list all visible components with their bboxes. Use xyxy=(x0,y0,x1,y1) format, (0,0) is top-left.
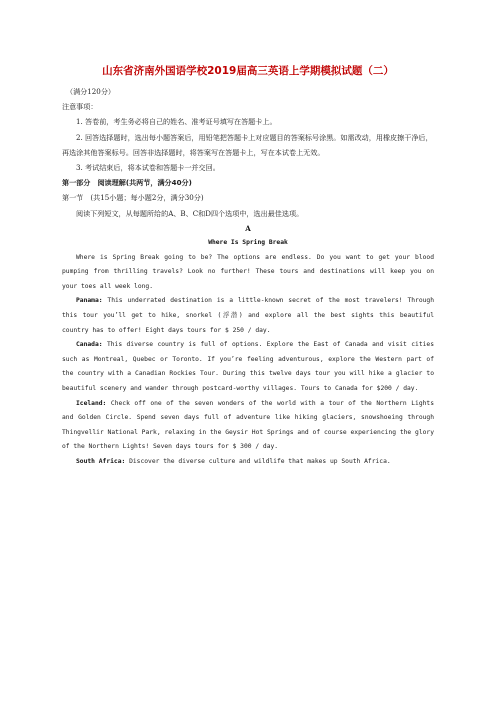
destination-name: Iceland: xyxy=(76,399,107,407)
notice-item: 1. 答卷前，考生务必将自己的姓名、准考证号填写在答题卡上。 xyxy=(76,117,277,127)
destination-text: Discover the diverse culture and wildlife that makes up South Africa. xyxy=(125,457,391,465)
destination-paragraph xyxy=(62,455,434,470)
passage-letter: A xyxy=(245,223,251,233)
document-page xyxy=(62,64,434,470)
instruction: 阅读下列短文，从每题所给的A、B、C和D四个选项中，选出最佳选项。 xyxy=(76,208,304,218)
destination-text: Check off one of the seven wonders of the world with a tour of the Northern Lights and Golden Circle. Spend seven days full of adventure like hiking glaciers, snowshoeing through Thingvellir National Park, relaxing in the Geysir Hot Springs and of course experiencing the glory of the Northern Lights! Seven days tours for $ 300 / day. xyxy=(62,399,434,451)
notice-item: 2. 回答选择题时，选出每小题答案后，用铅笔把答题卡上对应题目的答案标号涂黑。如需改动，用橡皮擦干净后，再选涂其他答案标号。回答非选择题时，将答案写在答题卡上，写在本试卷上无效。 xyxy=(62,132,433,157)
passage-intro: Where is Spring Break going to be? The options are endless. Do you want to get your blood pumping from thrilling travels? Look no further! These tours and destinations will keep you on your toes all week long. xyxy=(62,253,434,290)
score-note: （满分120分） xyxy=(66,87,116,96)
notice-item: 3. 考试结束后，将本试卷和答题卡一并交回。 xyxy=(76,163,220,173)
destination-paragraph xyxy=(62,397,434,455)
notice-heading: 注意事项： xyxy=(62,102,98,112)
part-title: 第一部分 阅读理解(共两节，满分40分) xyxy=(62,178,192,188)
section-title: 第一节 (共15小题；每小题2分，满分30分) xyxy=(62,193,204,203)
destination-paragraph xyxy=(62,338,434,396)
destination-name: South Africa: xyxy=(76,457,126,465)
destination-name: Canada: xyxy=(76,341,103,349)
passage-title: Where Is Spring Break xyxy=(208,239,288,247)
destination-text: This underrated destination is a little-known secret of the most travelers! Through this tour you’ll get to hike, snorkel (浮潜) and explore all the best sights this beautiful country has to offer! Eight days tours for $ 250 / day. xyxy=(62,297,434,334)
destination-text: This diverse country is full of options. Explore the East of Canada and visit cities such as Montreal, Quebec or Toronto. If you’re feeling adventurous, explore the Western part of the country with a Canadian Rockies Tour. During this twelve days tour you will hike a glacier to beautiful scenery and wander through postcard-worthy villages. Tours to Canada for $200 / day. xyxy=(62,341,434,392)
destination-name: Panama: xyxy=(76,297,103,305)
destination-paragraph xyxy=(62,294,434,338)
page-title: 山东省济南外国语学校2019届高三英语上学期模拟试题（二） xyxy=(102,65,394,77)
